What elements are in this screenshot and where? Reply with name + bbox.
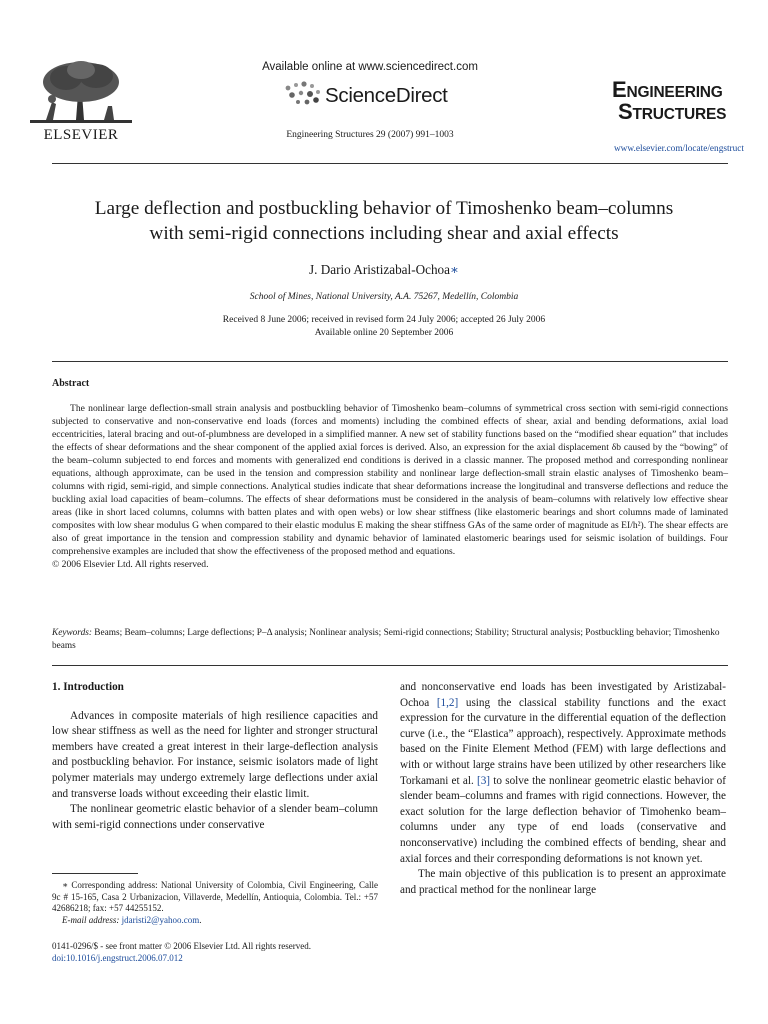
elsevier-tree-logo bbox=[26, 58, 136, 124]
email-end: . bbox=[199, 914, 202, 925]
intro-text-c: to solve the nonlinear geometric elastic behavior of slender beam–columns and frames with rigid connections. However, the exact solution for the large deflection behavior of Timohenko beam–columns under any type of end loads (conservative and nonconservative) including the combined effects of bending, shear and axial forces and their corresponding deformations is not known yet. bbox=[400, 774, 726, 865]
abstract-top-divider bbox=[52, 361, 728, 362]
intro-paragraph-2-continued bbox=[400, 680, 726, 867]
title-line-2: with semi-rigid connections including shear and axial effects bbox=[149, 223, 619, 244]
author-line bbox=[40, 262, 728, 278]
email-link[interactable]: jdaristi2@yahoo.com bbox=[121, 914, 200, 925]
citation-1-2[interactable]: [1,2] bbox=[436, 696, 459, 709]
abstract-body bbox=[52, 402, 728, 571]
intro-text-b: using the classical stability functions and the exact expression for the curvature in the differential equation of the deflection curve (i.e., the “Elastica” approach), respectively. Approximate methods based on the Finite Element Method (FEM) with large deflections and with or without large strains have been utilized by other researchers like Torkamani et al. bbox=[400, 696, 726, 787]
journal-logo bbox=[612, 77, 742, 124]
author-footnote-mark[interactable]: ∗ bbox=[450, 262, 459, 277]
issn-line: 0141-0296/$ - see front matter © 2006 Elsevier Ltd. All rights reserved. bbox=[52, 941, 312, 951]
affiliation: School of Mines, National University, A.A. 75267, Medellín, Colombia bbox=[249, 292, 519, 302]
keywords bbox=[52, 627, 728, 653]
article-title bbox=[40, 196, 728, 246]
header-divider bbox=[52, 163, 728, 164]
publisher-name: ELSEVIER bbox=[43, 127, 119, 143]
journal-logo-line1: NGINEERING bbox=[626, 84, 723, 101]
abstract-text: The nonlinear large deflection-small strain analysis and postbuckling behavior of Timoshenko beam–columns of symmetrical cross section with semi-rigid connections subjected to conservative and non-conservative end loads (forces and moments) including the combined effects of shear, axial and bending deformations, axial load eccentricities, lateral bracing and out-of-plumbness are developed in a simplified manner. A new set of stability functions based on the “modified shear equation” that includes the effects of shear deformations and the shear component of the applied axial forces is derived. Also, an expression for the axial displacement δb caused by the “bowing” of the beam–column subjected to end forces and moments with generalized end conditions is derived in a classic manner. The proposed method and corresponding nonlinear equations, although approximate, can be used in the tension and compression stability and nonlinear large deflection-small strain elastic analyses of Timoshenko beam–columns with rigid, semi-rigid, and simple connections. Analytical studies indicate that shear deformations increase the longitudinal and transverse deflections and reduce the buckling axial load capacities of beam–columns. The effects of shear deformations must be considered in the analysis of beam–columns with relatively low effective shear areas (like in short laced columns, columns with batten plates and with open webs) or low shear stiffness (like elastomeric bearings and short columns made of laminated composites with low shear modulus G when compared to their elastic modulus E making the shear stiffness GAs of the same order of magnitude as EI/h²). The shear effects are also of great importance in the tension and compression stability and dynamic behavior of laminated elastomeric bearings used for seismic isolation of buildings. Four comprehensive examples are included that show the effectiveness of the proposed method and equations. bbox=[52, 403, 728, 557]
keywords-label: Keywords: bbox=[52, 628, 92, 638]
intro-paragraph-2: The nonlinear geometric elastic behavior of a slender beam–column with semi-rigid connections under conservative bbox=[52, 803, 378, 831]
available-date: Available online 20 September 2006 bbox=[314, 327, 454, 338]
available-online-text: Available online at www.sciencedirect.com bbox=[262, 61, 478, 73]
abstract-heading: Abstract bbox=[52, 378, 90, 389]
keywords-text: Beams; Beam–columns; Large deflections; P–Δ analysis; Nonlinear analysis; Semi-rigid connections; Stability; Structural analysis; Postbuckling behavior; Timoshenko beams bbox=[52, 628, 720, 651]
journal-reference: Engineering Structures 29 (2007) 991–1003 bbox=[286, 130, 454, 140]
article-dates bbox=[40, 314, 728, 339]
sciencedirect-dots-icon bbox=[280, 80, 324, 108]
intro-paragraph-1: Advances in composite materials of high resilience capacities and low shear stiffness as well as the need for lighter and stronger structural members have created a great interest in their large-deflection analysis and postbuckling behavior. For instance, seismic isolators made of light polymer materials may undergo extremely large deflections under axial and transverse loads without exceeding their elastic limit. bbox=[52, 709, 378, 800]
right-column bbox=[400, 680, 726, 898]
footnote bbox=[52, 880, 378, 926]
footnote-divider bbox=[52, 873, 138, 874]
left-column bbox=[52, 680, 378, 833]
abstract-bottom-divider bbox=[52, 665, 728, 666]
email-label: E-mail address: bbox=[62, 914, 120, 925]
intro-text-a: and nonconservative end loads has been investigated by Aristizabal-Ochoa bbox=[400, 681, 726, 709]
intro-paragraph-main-objective: The main objective of this publication is to present an approximate and practical method for the nonlinear large bbox=[400, 868, 726, 896]
section-heading-introduction: 1. Introduction bbox=[52, 681, 124, 693]
journal-logo-initial-e: E bbox=[612, 77, 627, 102]
journal-url-link[interactable]: www.elsevier.com/locate/engstruct bbox=[613, 144, 744, 154]
citation-3[interactable]: [3] bbox=[476, 774, 491, 787]
doi-link[interactable]: doi:10.1016/j.engstruct.2006.07.012 bbox=[52, 953, 183, 963]
title-line-1: Large deflection and postbuckling behavior of Timoshenko beam–columns bbox=[94, 198, 674, 219]
corresponding-address: ∗ Corresponding address: National University of Colombia, Civil Engineering, Calle 9c # 15-165, Casa 2 Urbanizacion, Villaverde, Medellín, Antioquia, Colombia. Tel.: +57 42686218; fax: +57 44255152. bbox=[52, 880, 378, 914]
abstract-copyright: © 2006 Elsevier Ltd. All rights reserved. bbox=[52, 559, 209, 570]
journal-logo-initial-s: S bbox=[618, 99, 633, 124]
received-dates: Received 8 June 2006; received in revised form 24 July 2006; accepted 26 July 2006 bbox=[222, 315, 546, 325]
sciencedirect-wordmark: ScienceDirect bbox=[325, 84, 448, 107]
author-name: J. Dario Aristizabal-Ochoa bbox=[309, 262, 451, 277]
journal-logo-line2: TRUCTURES bbox=[632, 106, 727, 123]
bottom-info bbox=[52, 940, 311, 964]
